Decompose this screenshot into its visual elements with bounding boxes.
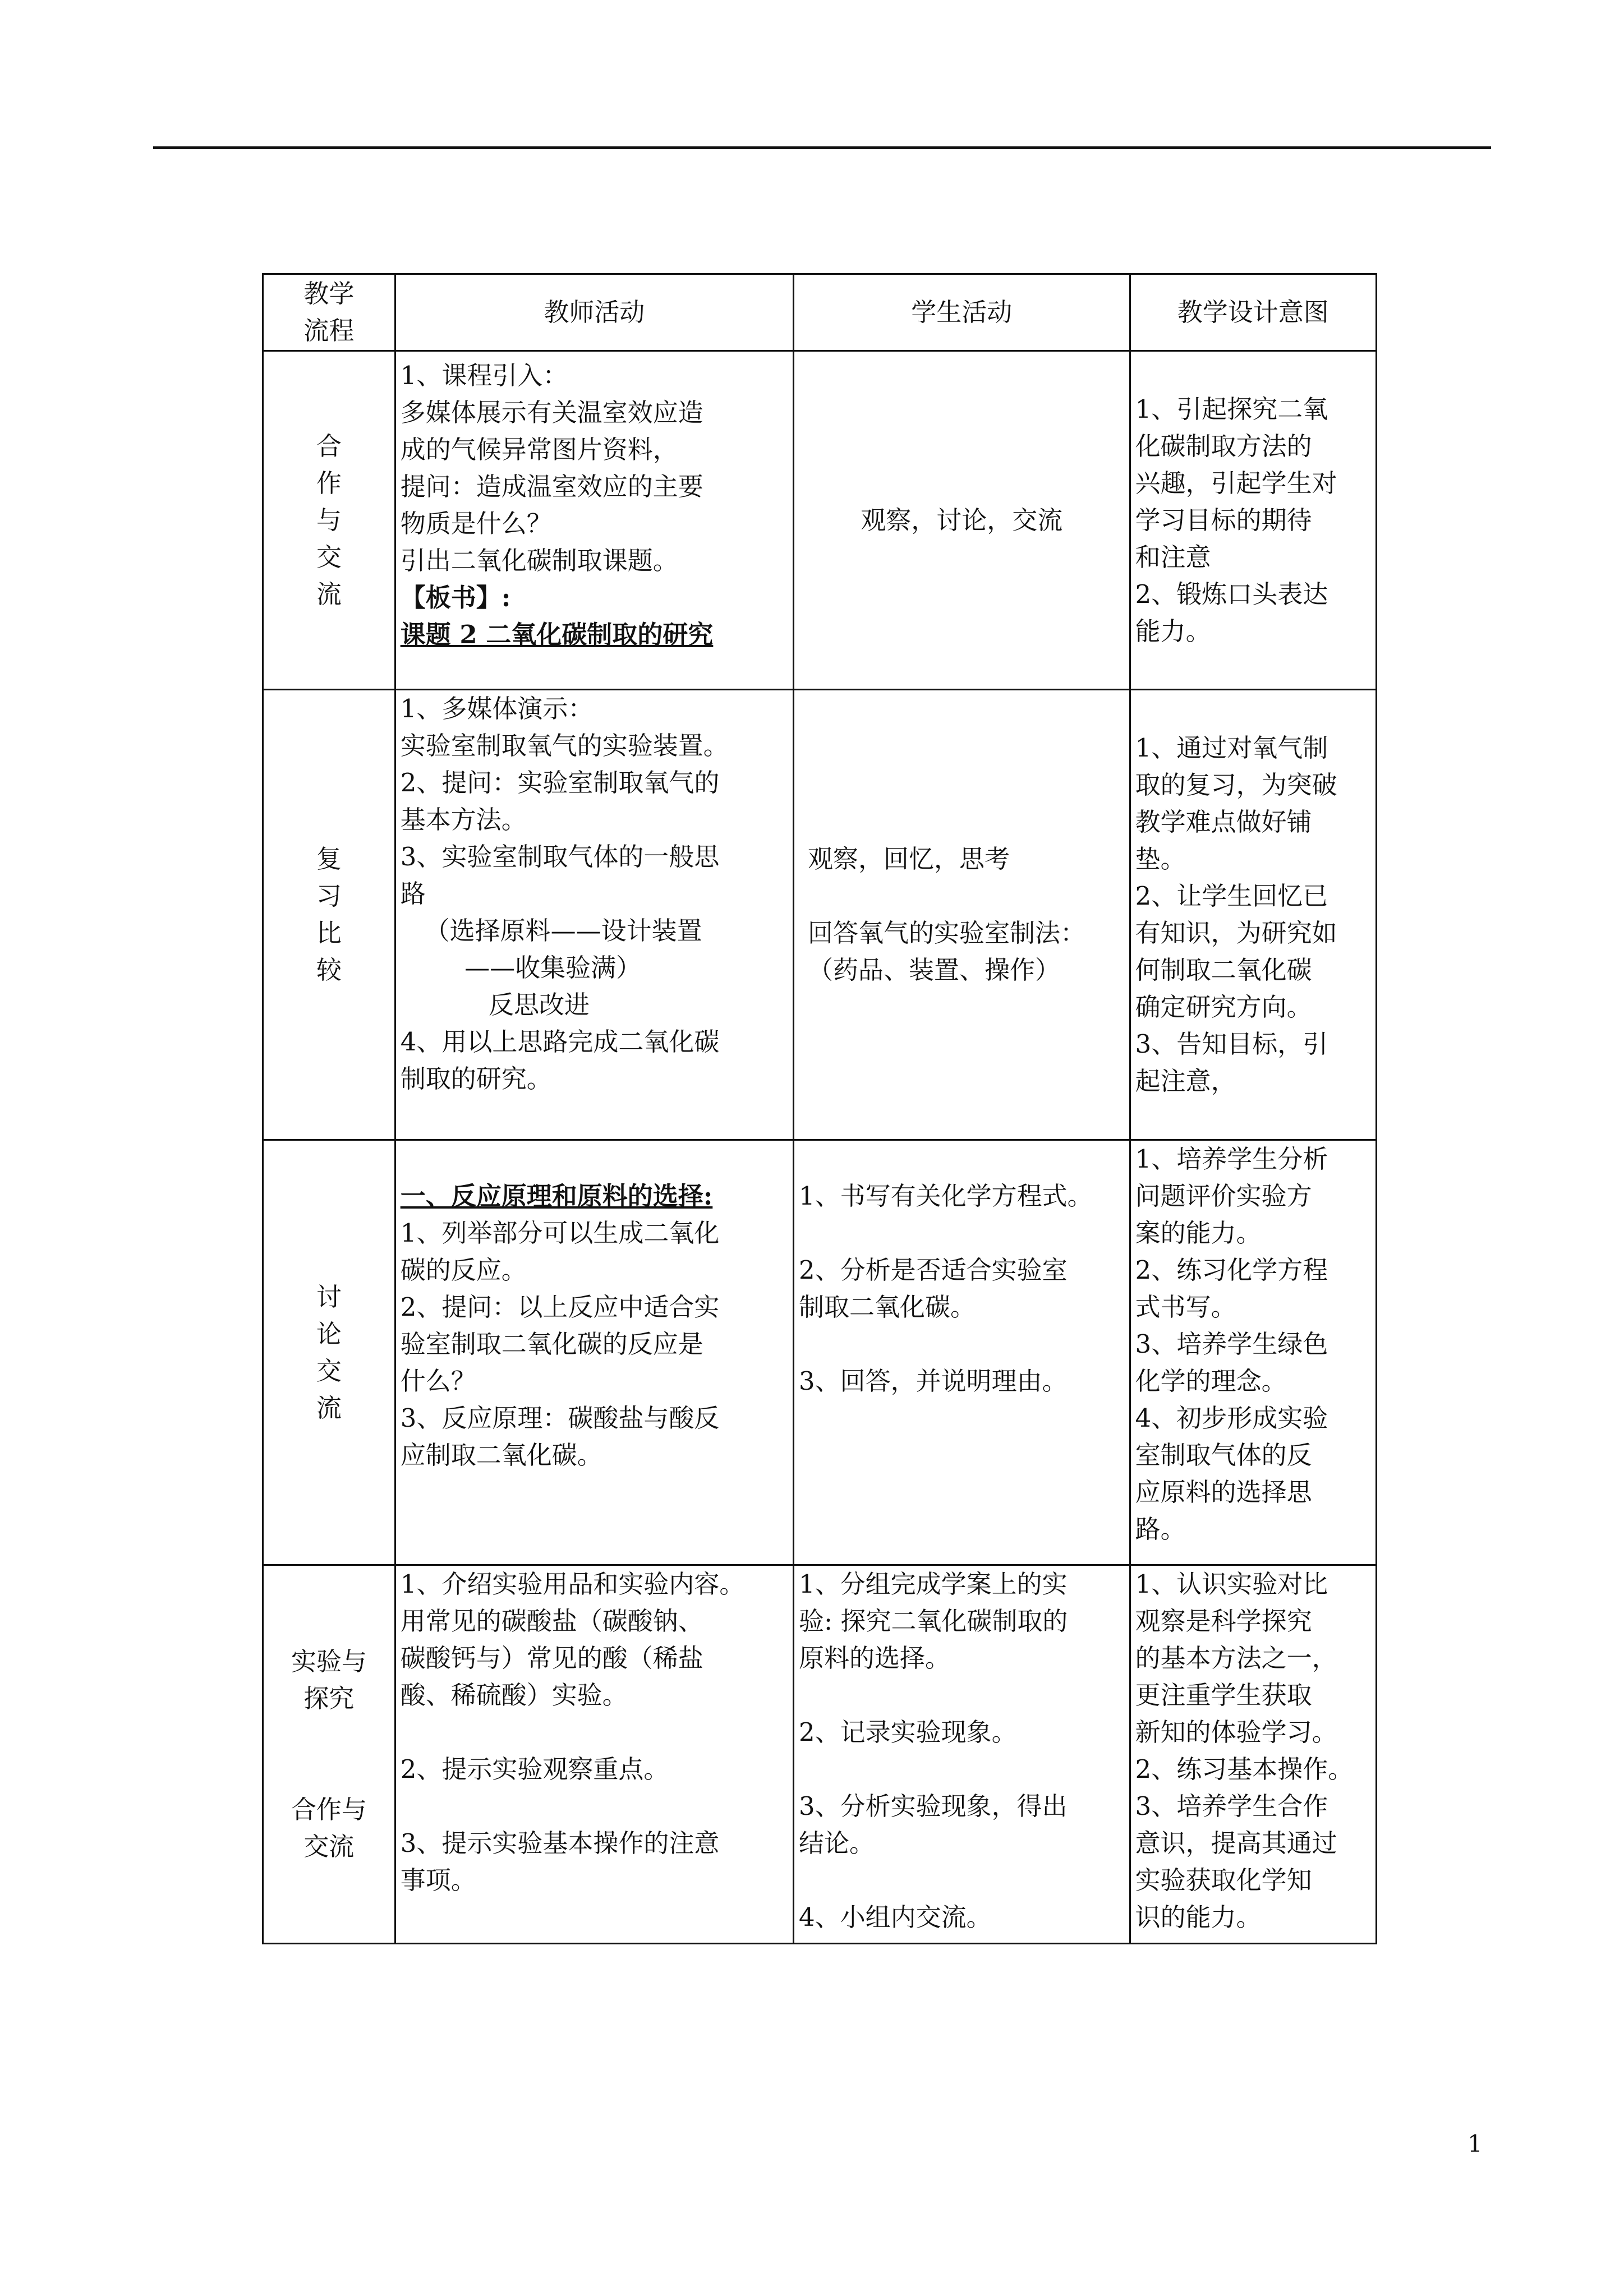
intent-cell: [1130, 690, 1376, 1140]
flow-text: 与: [316, 505, 342, 535]
teacher-text: 路: [400, 879, 426, 909]
student-text: [808, 878, 1125, 915]
teacher-text: [401, 1788, 788, 1825]
intent-text: 路。: [1135, 1514, 1186, 1544]
teacher-text: 验室制取二氧化碳的反应是: [400, 1329, 703, 1359]
header-flow-line: 教学: [303, 279, 355, 308]
teacher-text: 1、列举部分可以生成二氧化: [400, 1218, 720, 1248]
intent-text: 2、让学生回忆已: [1135, 881, 1328, 911]
teacher-text: 提问：造成温室效应的主要: [400, 472, 703, 501]
lesson-plan-table: [262, 273, 1377, 1944]
intent-text: 化学的理念。: [1135, 1366, 1287, 1396]
flow-text: 探究: [303, 1684, 355, 1713]
header-intent: 教学设计意图: [1130, 274, 1376, 351]
intent-cell: [1130, 351, 1376, 690]
student-text: 1、书写有关化学方程式。: [798, 1181, 1093, 1211]
student-text: [799, 1326, 1125, 1363]
teacher-text: 2、提示实验观察重点。: [400, 1754, 669, 1784]
teacher-cell: [395, 1140, 793, 1565]
teacher-text: 用常见的碳酸盐（碳酸钠、: [400, 1606, 703, 1636]
teacher-text: 物质是什么？: [400, 509, 552, 538]
flow-text: 论: [316, 1318, 342, 1349]
teacher-text: 基本方法。: [400, 805, 527, 835]
intent-text: 取的复习，为突破: [1135, 770, 1337, 800]
intent-cell: [1130, 1140, 1376, 1565]
page-number: 1: [1467, 2130, 1483, 2157]
intent-text: 有知识，为研究如: [1135, 918, 1337, 948]
flow-text: [268, 1717, 390, 1754]
flow-text: 交: [316, 1356, 342, 1386]
student-text: [799, 1215, 1125, 1252]
intent-text: 何制取二氧化碳: [1135, 955, 1312, 985]
intent-text: 垫。: [1135, 844, 1186, 874]
teacher-cell: [395, 690, 793, 1140]
board-label: 【板书】:: [400, 583, 511, 612]
intent-text: 学习目标的期待: [1135, 505, 1312, 535]
student-text: [799, 1862, 1125, 1899]
teacher-text: 碳的反应。: [400, 1255, 527, 1285]
flow-cell: [263, 351, 395, 690]
teacher-text: [401, 1714, 788, 1751]
section-heading: 一、反应原理和原料的选择:: [400, 1181, 713, 1211]
intent-text: 识的能力。: [1135, 1902, 1262, 1932]
flow-cell: [263, 690, 395, 1140]
intent-text: 1、培养学生分析: [1135, 1144, 1328, 1174]
student-cell: [793, 690, 1130, 1140]
flow-text: 流: [316, 579, 342, 609]
intent-text: 3、培养学生绿色: [1135, 1329, 1328, 1359]
flow-text: 流: [316, 1393, 342, 1423]
teacher-text: 1、多媒体演示：: [400, 694, 594, 723]
student-text: 制取二氧化碳。: [798, 1292, 976, 1322]
intent-text: 兴趣，引起学生对: [1135, 468, 1337, 498]
flow-text: 复: [316, 844, 342, 874]
intent-text: 2、练习化学方程: [1135, 1255, 1328, 1285]
intent-text: 的基本方法之一，: [1135, 1643, 1337, 1673]
teacher-text: 1、课程引入：: [400, 361, 568, 390]
teacher-text: 3、实验室制取气体的一般思: [400, 842, 720, 872]
intent-text: 问题评价实验方: [1135, 1181, 1312, 1211]
student-text: [799, 1677, 1125, 1714]
student-cell: [793, 1140, 1130, 1565]
student-text: 4、小组内交流。: [798, 1902, 992, 1932]
intent-text: 化碳制取方法的: [1135, 431, 1312, 461]
header-student: 学生活动: [793, 274, 1130, 351]
teacher-text: 反思改进: [400, 990, 590, 1020]
teacher-text: 事项。: [400, 1865, 476, 1895]
table-header-row: [263, 274, 1377, 351]
intent-text: 2、练习基本操作。: [1135, 1754, 1354, 1784]
intent-text: 3、告知目标，引: [1135, 1029, 1328, 1059]
teacher-text: 什么？: [400, 1366, 476, 1396]
table-row: [263, 1140, 1377, 1565]
intent-text: 确定研究方向。: [1135, 992, 1312, 1022]
student-text: 观察，回忆，思考: [807, 844, 1010, 874]
intent-text: 和注意: [1135, 542, 1211, 572]
intent-text: 2、锻炼口头表达: [1135, 579, 1328, 609]
student-text: 1、分组完成学案上的实: [798, 1569, 1068, 1599]
table-row: [263, 1565, 1377, 1944]
teacher-text: 3、反应原理：碳酸盐与酸反: [400, 1403, 720, 1433]
teacher-text: 制取的研究。: [400, 1064, 552, 1094]
intent-text: 室制取气体的反: [1135, 1440, 1312, 1470]
teacher-text: 酸、稀硫酸）实验。: [400, 1680, 628, 1710]
flow-cell: [263, 1140, 395, 1565]
student-text: 观察，讨论，交流: [861, 505, 1063, 535]
intent-text: 1、引起探究二氧: [1135, 394, 1328, 424]
flow-text: 交: [316, 542, 342, 572]
teacher-cell: [395, 351, 793, 690]
table-row: [263, 351, 1377, 690]
student-cell: [793, 351, 1130, 690]
teacher-text: 多媒体展示有关温室效应造: [400, 398, 703, 427]
intent-text: 新知的体验学习。: [1135, 1717, 1337, 1747]
flow-text: 交流: [303, 1832, 355, 1861]
header-flow: [263, 274, 395, 351]
teacher-text: 3、提示实验基本操作的注意: [400, 1828, 720, 1858]
flow-text: 较: [316, 955, 342, 985]
intent-text: 能力。: [1135, 616, 1211, 646]
student-cell: [793, 1565, 1130, 1944]
intent-text: 1、通过对氧气制: [1135, 733, 1328, 763]
flow-text: 比: [316, 918, 342, 948]
intent-text: 教学难点做好铺: [1135, 807, 1312, 837]
student-text: （药品、装置、操作）: [807, 955, 1060, 985]
flow-cell: [263, 1565, 395, 1944]
teacher-text: 碳酸钙与）常见的酸（稀盐: [400, 1643, 703, 1673]
student-text: [799, 1751, 1125, 1788]
intent-text: 案的能力。: [1135, 1218, 1262, 1248]
flow-text: 习: [316, 881, 342, 911]
intent-text: 更注重学生获取: [1135, 1680, 1312, 1710]
intent-cell: [1130, 1565, 1376, 1944]
student-text: 2、记录实验现象。: [798, 1717, 1017, 1747]
header-rule: [153, 146, 1491, 149]
teacher-cell: [395, 1565, 793, 1944]
intent-text: 4、初步形成实验: [1135, 1403, 1328, 1433]
intent-text: 意识，提高其通过: [1135, 1828, 1337, 1858]
header-flow-line: 流程: [303, 316, 355, 345]
teacher-text: 2、提问：以上反应中适合实: [400, 1292, 720, 1322]
intent-text: 1、认识实验对比: [1135, 1569, 1328, 1599]
teacher-text: 实验室制取氧气的实验装置。: [400, 731, 729, 760]
student-text: 2、分析是否适合实验室: [798, 1255, 1068, 1285]
intent-text: 观察是科学探究: [1135, 1606, 1312, 1636]
teacher-text: 2、提问：实验室制取氧气的: [400, 768, 720, 797]
flow-text: 合: [316, 431, 342, 461]
flow-text: [268, 1754, 390, 1791]
intent-text: 实验获取化学知: [1135, 1865, 1312, 1895]
intent-text: 起注意，: [1135, 1066, 1236, 1096]
teacher-text: ——收集验满）: [400, 953, 642, 983]
student-text: 结论。: [798, 1828, 875, 1858]
board-title: 课题 2 二氧化碳制取的研究: [400, 620, 714, 649]
student-text: 3、回答，并说明理由。: [798, 1366, 1068, 1396]
flow-text: 作: [316, 468, 342, 498]
student-text: 回答氧气的实验室制法：: [807, 918, 1085, 948]
teacher-text: 1、介绍实验用品和实验内容。: [400, 1569, 745, 1599]
teacher-text: 4、用以上思路完成二氧化碳: [400, 1027, 720, 1057]
intent-text: 3、培养学生合作: [1135, 1791, 1328, 1821]
flow-text: 实验与: [291, 1647, 367, 1676]
teacher-text: 应制取二氧化碳。: [400, 1440, 602, 1470]
flow-text: 合作与: [291, 1795, 367, 1824]
table-row: [263, 690, 1377, 1140]
intent-text: 应原料的选择思: [1135, 1477, 1312, 1507]
teacher-text: 成的气候异常图片资料，: [400, 435, 678, 464]
flow-text: 讨: [316, 1281, 342, 1312]
intent-text: 式书写。: [1135, 1292, 1236, 1322]
teacher-text: （选择原料——设计装置: [400, 916, 702, 946]
student-text: 验: 探究二氧化碳制取的: [798, 1606, 1068, 1636]
teacher-text: 引出二氧化碳制取课题。: [400, 546, 678, 575]
student-text: 原料的选择。: [798, 1643, 950, 1673]
student-text: 3、分析实验现象，得出: [798, 1791, 1068, 1821]
header-teacher: 教师活动: [395, 274, 793, 351]
